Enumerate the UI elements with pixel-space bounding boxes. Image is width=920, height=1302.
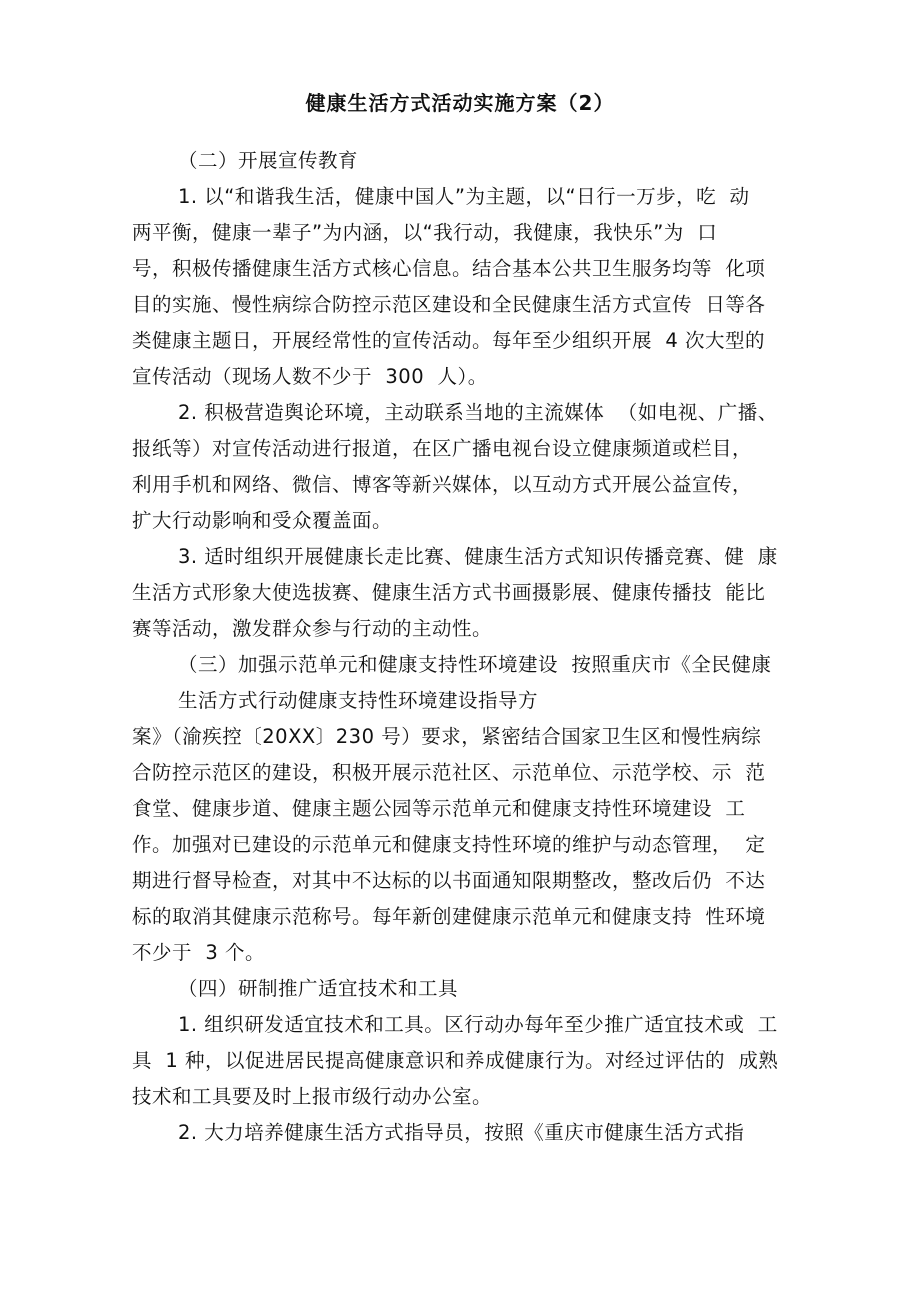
paragraph-line: 报纸等）对宣传活动进行报道，在区广播电视台设立健康频道或栏目，	[132, 437, 753, 460]
paragraph-line: 技术和工具要及时上报市级行动办公室。	[132, 1085, 493, 1108]
paragraph-line: 1. 组织研发适宜技术和工具。区行动办每年至少推广适宜技术或 工	[178, 1013, 778, 1036]
paragraph-line: 3. 适时组织开展健康长走比赛、健康生活方式知识传播竞赛、健 康	[178, 545, 778, 568]
paragraph-line: 生活方式行动健康支持性环境建设指导方	[178, 689, 539, 712]
paragraph-line: 具 1 种，以促进居民提高健康意识和养成健康行为。对经过评估的 成熟	[132, 1049, 779, 1072]
paragraph-line: 目的实施、慢性病综合防控示范区建设和全民健康生活方式宣传 日等各	[132, 293, 766, 316]
paragraph-line: 1. 以“和谐我生活，健康中国人”为主题，以“日行一万步，吃 动	[178, 185, 750, 208]
paragraph-line: 利用手机和网络、微信、博客等新兴媒体，以互动方式开展公益宣传，	[132, 473, 753, 496]
paragraph-line: 2. 积极营造舆论环境，主动联系当地的主流媒体 （如电视、广播、	[178, 401, 778, 424]
document-title: 健康生活方式活动实施方案（2）	[305, 91, 615, 115]
section-heading-4: （四）研制推广适宜技术和工具	[178, 977, 459, 1000]
section-heading-2: （二）开展宣传教育	[178, 149, 359, 172]
paragraph-line: 期进行督导检查，对其中不达标的以书面通知限期整改，整改后仍 不达	[132, 869, 766, 892]
paragraph-line: 2. 大力培养健康生活方式指导员，按照《重庆市健康生活方式指	[178, 1121, 745, 1144]
paragraph-line: 两平衡，健康一辈子”为内涵，以“我行动，我健康，我快乐”为 口	[132, 221, 718, 244]
paragraph-line: 不少于 3 个。	[132, 941, 266, 964]
paragraph-line: 号，积极传播健康生活方式核心信息。结合基本公共卫生服务均等 化项	[132, 257, 766, 280]
paragraph-line: 宣传活动（现场人数不少于 300 人）。	[132, 365, 488, 388]
paragraph-line: 类健康主题日，开展经常性的宣传活动。每年至少组织开展 4 次大型的	[132, 329, 766, 352]
paragraph-line: 生活方式形象大使选拔赛、健康生活方式书画摄影展、健康传播技 能比	[132, 581, 766, 604]
section-heading-3: （三）加强示范单元和健康支持性环境建设 按照重庆市《全民健康	[178, 653, 772, 676]
paragraph-line: 赛等活动，激发群众参与行动的主动性。	[132, 617, 493, 640]
paragraph-line: 食堂、健康步道、健康主题公园等示范单元和健康支持性环境建设 工	[132, 797, 746, 820]
paragraph-line: 案》（渝疾控〔20XX〕230 号）要求，紧密结合国家卫生区和慢性病综	[132, 725, 762, 748]
paragraph-line: 标的取消其健康示范称号。每年新创建健康示范单元和健康支持 性环境	[132, 905, 766, 928]
paragraph-line: 扩大行动影响和受众覆盖面。	[132, 509, 393, 532]
paragraph-line: 合防控示范区的建设，积极开展示范社区、示范单位、示范学校、示 范	[132, 761, 766, 784]
paragraph-line: 作。加强对已建设的示范单元和健康支持性环境的维护与动态管理， 定	[132, 833, 766, 856]
